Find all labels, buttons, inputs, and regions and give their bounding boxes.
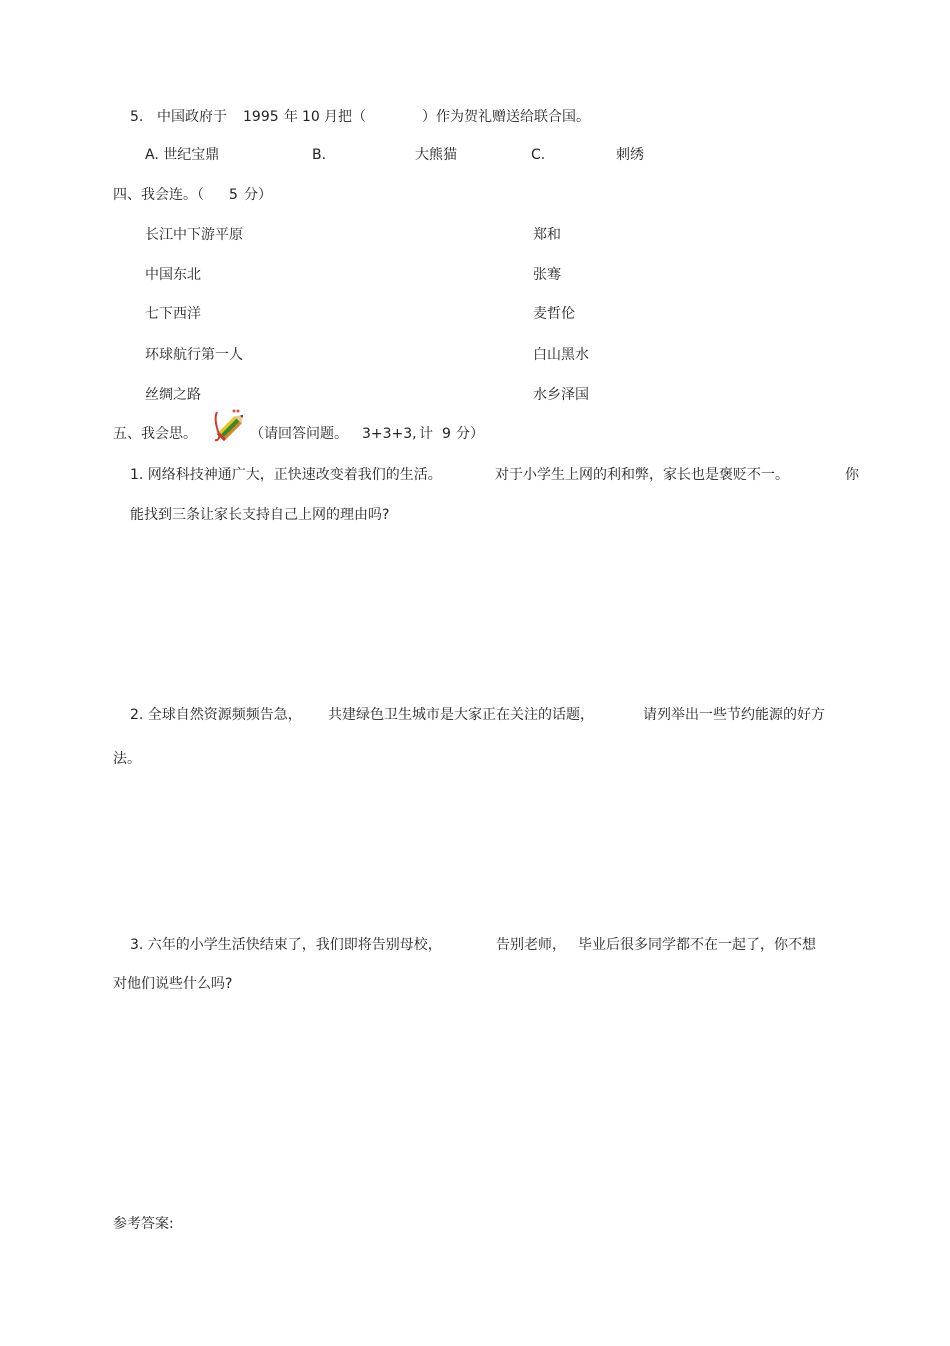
q2-text-part3: 请列举出一些节约能源的好方: [643, 707, 825, 723]
section5-score-unit: 分）: [456, 426, 484, 442]
q3-text-line2: 对他们说些什么吗?: [113, 976, 233, 992]
match-right-2: 张骞: [533, 267, 561, 283]
answers-heading: 参考答案:: [113, 1216, 174, 1232]
q3-text-part3: 毕业后很多同学都不在一起了，你不想: [578, 937, 816, 953]
q5-option-c-label: C.: [531, 147, 546, 163]
match-left-4: 环球航行第一人: [145, 347, 243, 363]
match-left-5: 丝绸之路: [145, 387, 201, 403]
q5-text-part3: 月把（: [324, 109, 366, 125]
pencil-icon: [210, 408, 248, 444]
section5-score-total: 计: [419, 426, 433, 442]
q5-year: 1995: [243, 109, 279, 125]
q5-number: 5.: [130, 109, 144, 125]
q1-text-part1: 1. 网络科技神通广大，正快速改变着我们的生活。: [130, 467, 442, 483]
section5-heading: 五、我会思。: [113, 426, 197, 442]
section4-score: 5: [229, 187, 238, 203]
match-right-4: 白山黑水: [533, 347, 589, 363]
q5-month: 10: [302, 109, 320, 125]
q1-text-part2: 对于小学生上网的利和弊，家长也是褒贬不一。: [495, 467, 789, 483]
q1-text-part3: 你: [845, 467, 859, 483]
section5-score: 3+3+3,: [362, 426, 417, 442]
q3-text-part1: 3. 六年的小学生活快结束了，我们即将告别母校，: [130, 937, 442, 953]
q3-text-part2: 告别老师，: [496, 937, 566, 953]
q2-text-part1: 2. 全球自然资源频频告急，: [130, 707, 302, 723]
q5-text-part4: ）作为贺礼赠送给联合国。: [422, 109, 590, 125]
section4-heading: 四、我会连。（: [113, 187, 204, 203]
section5-note: （请回答问题。: [250, 426, 348, 442]
q5-text-part2: 年: [284, 109, 298, 125]
q5-option-b-text: 大熊猫: [415, 147, 457, 163]
q2-text-part2: 共建绿色卫生城市是大家正在关注的话题，: [328, 707, 594, 723]
q5-text-part1: 中国政府于: [157, 109, 227, 125]
match-left-3: 七下西洋: [145, 306, 201, 322]
match-right-1: 郑和: [533, 227, 561, 243]
q2-text-line2: 法。: [113, 751, 141, 767]
q5-option-c-text: 刺绣: [616, 147, 644, 163]
match-left-2: 中国东北: [145, 267, 201, 283]
q1-text-line2: 能找到三条让家长支持自己上网的理由吗?: [130, 507, 390, 523]
q5-option-a: A. 世纪宝鼎: [145, 147, 220, 163]
match-left-1: 长江中下游平原: [145, 227, 243, 243]
match-right-5: 水乡泽国: [533, 387, 589, 403]
section5-score-num: 9: [442, 426, 451, 442]
match-right-3: 麦哲伦: [533, 306, 575, 322]
section4-score-unit: 分）: [244, 187, 272, 203]
q5-option-b-label: B.: [312, 147, 327, 163]
